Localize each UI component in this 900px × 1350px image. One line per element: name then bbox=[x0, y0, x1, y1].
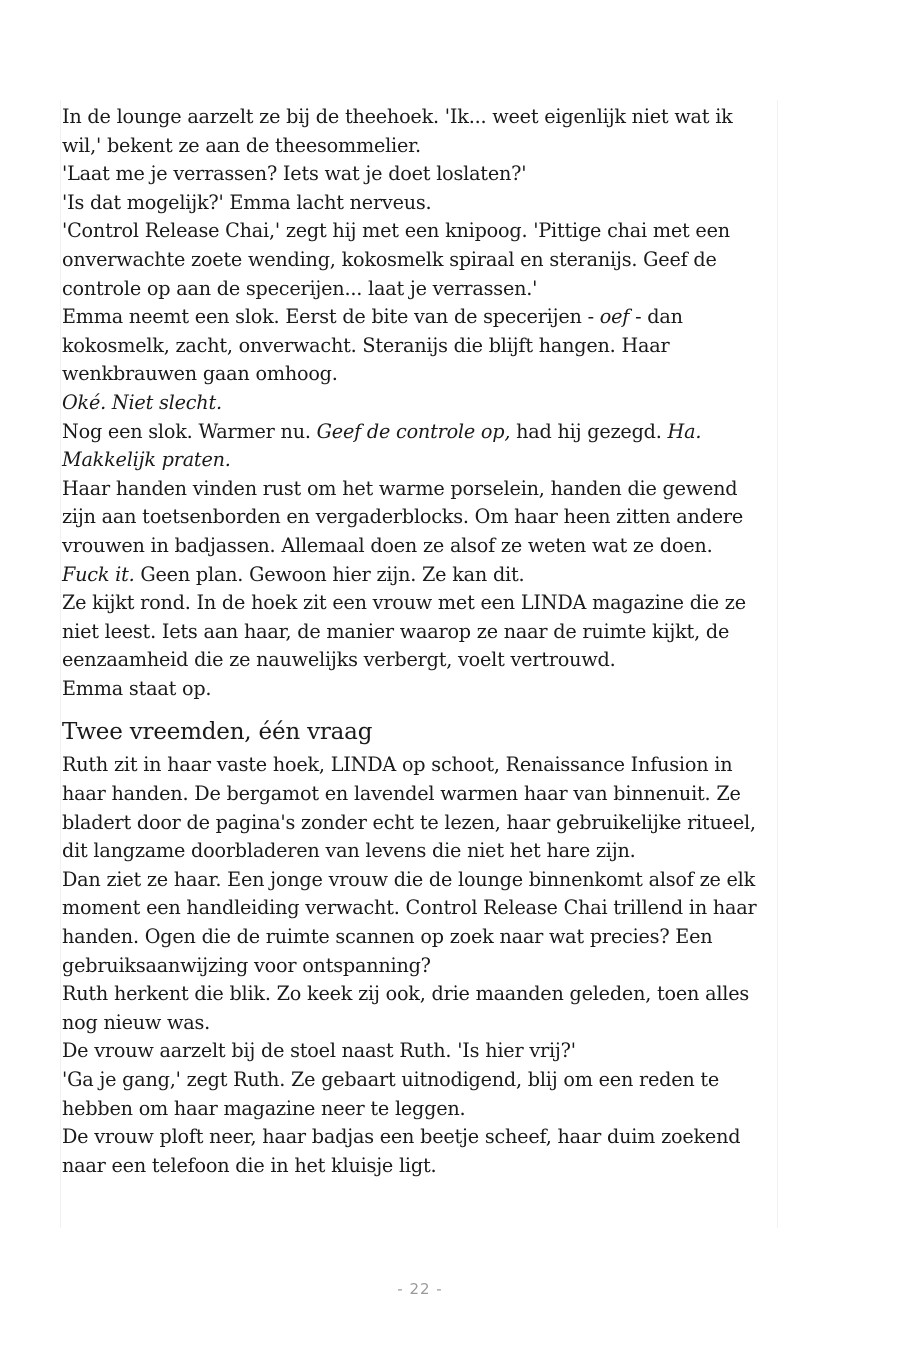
paragraph: De vrouw aarzelt bij de stoel naast Ruth. 'Is hier vrij?' bbox=[62, 1039, 576, 1063]
emphasis: Oké. Niet slecht. bbox=[62, 390, 222, 414]
paragraph: 'Laat me je verrassen? Iets wat je doet loslaten?' bbox=[62, 162, 527, 186]
paragraph: Emma neemt een slok. Eerst de bite van de specerijen - oef - dan kokosmelk, zacht, onverwacht. Steranijs die blijft hangen. Haar wenkbrauwen gaan omhoog. bbox=[62, 305, 683, 386]
emphasis: Ha. Makkelijk praten. bbox=[62, 419, 702, 472]
paragraph: Nog een slok. Warmer nu. Geef de controle op, had hij gezegd. Ha. Makkelijk praten. bbox=[62, 419, 702, 472]
paragraph: De vrouw ploft neer, haar badjas een beetje scheef, haar duim zoekend naar een telefoon die in het kluisje ligt. bbox=[62, 1125, 741, 1177]
paragraph: 'Control Release Chai,' zegt hij met een knipoog. 'Pittige chai met een onverwachte zoete wending, kokosmelk spiraal en steranijs. Geef de controle op aan de specerijen... laat je verrassen.' bbox=[62, 219, 730, 300]
emphasis: oef bbox=[599, 305, 630, 329]
emphasis: Geef de controle op, bbox=[316, 419, 511, 443]
page-number: - 22 - bbox=[397, 1280, 443, 1298]
section-heading: Twee vreemden, één vraag bbox=[62, 719, 373, 746]
paragraph: 'Is dat mogelijk?' Emma lacht nerveus. bbox=[62, 190, 432, 214]
paragraph: Ruth zit in haar vaste hoek, LINDA op schoot, Renaissance Infusion in haar handen. De bergamot en lavendel warmen haar van binnenuit. Ze bladert door de pagina's zonder echt te lezen, haar gebruikelijke ritueel, dit langzame doorbladeren van levens die niet het hare zijn. bbox=[62, 753, 756, 863]
paragraph-italic bbox=[62, 389, 774, 418]
paragraph: Fuck it. Geen plan. Gewoon hier zijn. Ze kan dit. bbox=[62, 562, 525, 586]
paragraph: Ze kijkt rond. In de hoek zit een vrouw met een LINDA magazine die ze niet leest. Iets aan haar, de manier waarop ze naar de ruimte kijkt, de eenzaamheid die ze nauwelijks verbergt, voelt vertrouwd. bbox=[62, 591, 746, 672]
paragraph: In de lounge aarzelt ze bij de theehoek. 'Ik... weet eigenlijk niet wat ik wil,' bekent ze aan de theesommelier. bbox=[62, 105, 733, 157]
paragraph: Dan ziet ze haar. Een jonge vrouw die de lounge binnenkomt alsof ze elk moment een handleiding verwacht. Control Release Chai trillend in haar handen. Ogen die de ruimte scannen op zoek naar wat precies? Een gebruiksaanwijzing voor ontspanning? bbox=[62, 867, 757, 977]
body-text bbox=[62, 103, 774, 1180]
paragraph: Haar handen vinden rust om het warme porselein, handen die gewend zijn aan toetsenborden en vergaderblocks. Om haar heen zitten andere vrouwen in badjassen. Allemaal doen ze alsof ze weten wat ze doen. bbox=[62, 476, 743, 557]
emphasis: Fuck it. bbox=[62, 562, 135, 586]
paragraph: Ruth herkent die blik. Zo keek zij ook, drie maanden geleden, toen alles nog nieuw was. bbox=[62, 982, 750, 1034]
paragraph: 'Ga je gang,' zegt Ruth. Ze gebaart uitnodigend, blij om een reden te hebben om haar magazine neer te leggen. bbox=[62, 1068, 720, 1120]
paragraph: Emma staat op. bbox=[62, 676, 212, 700]
